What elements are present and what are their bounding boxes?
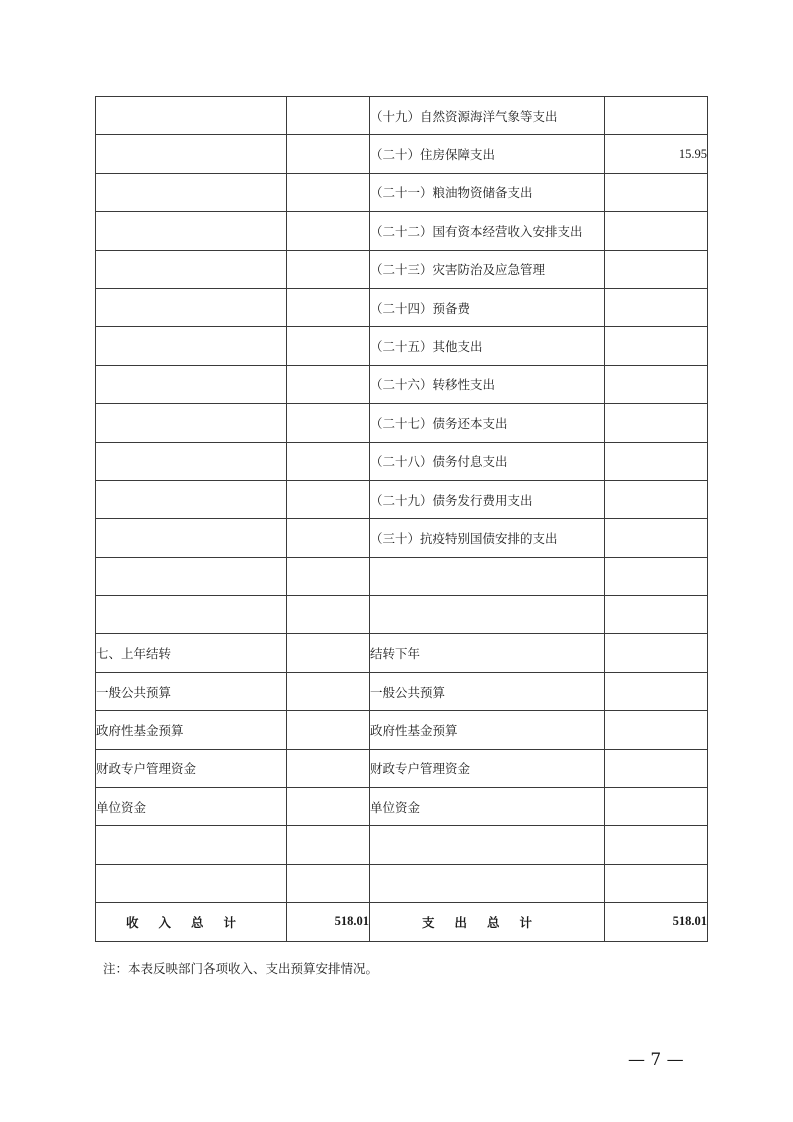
income-amount-cell [287,672,370,710]
income-amount-cell [287,365,370,403]
table-row [96,788,708,826]
expense-amount-cell [605,480,708,518]
income-item-cell: 七、上年结转 [96,634,287,672]
income-amount-cell [287,519,370,557]
income-amount-cell [287,711,370,749]
expense-total-amount: 518.01 [605,903,708,941]
expense-total-label: 支出总计 [370,903,605,941]
expense-amount-cell [605,749,708,787]
table-row [96,404,708,442]
table-row [96,711,708,749]
income-total-amount: 518.01 [287,903,370,941]
table-row [96,557,708,595]
income-item-cell [96,173,287,211]
expense-item-cell: 一般公共预算 [370,672,605,710]
expense-item-cell: （三十）抗疫特别国债安排的支出 [370,519,605,557]
expense-amount-cell [605,288,708,326]
table-row [96,596,708,634]
table-row [96,672,708,710]
table-row [96,97,708,135]
income-amount-cell [287,634,370,672]
expense-amount-cell [605,826,708,864]
expense-amount-cell [605,557,708,595]
expense-item-cell: （二十六）转移性支出 [370,365,605,403]
table-row [96,749,708,787]
expense-amount-cell [605,97,708,135]
expense-item-cell: （二十八）债务付息支出 [370,442,605,480]
table-row [96,365,708,403]
income-amount-cell [287,288,370,326]
expense-item-cell: （二十九）债务发行费用支出 [370,480,605,518]
expense-item-cell: （二十二）国有资本经营收入安排支出 [370,212,605,250]
income-item-cell [96,596,287,634]
expense-amount-cell [605,711,708,749]
expense-item-cell: （二十四）预备费 [370,288,605,326]
income-amount-cell [287,864,370,902]
income-item-cell [96,404,287,442]
expense-item-cell: 政府性基金预算 [370,711,605,749]
expense-amount-cell [605,173,708,211]
income-item-cell [96,212,287,250]
income-item-cell [96,864,287,902]
income-item-cell [96,480,287,518]
expense-amount-cell [605,519,708,557]
expense-item-cell: 结转下年 [370,634,605,672]
table-row [96,826,708,864]
expense-amount-cell [605,404,708,442]
income-amount-cell [287,135,370,173]
expense-item-cell [370,557,605,595]
expense-amount-cell: 15.95 [605,135,708,173]
income-item-cell: 政府性基金预算 [96,711,287,749]
expense-amount-cell [605,365,708,403]
income-item-cell [96,442,287,480]
page-number: — 7 — [628,1050,684,1070]
table-row [96,135,708,173]
expense-item-cell [370,826,605,864]
expense-amount-cell [605,442,708,480]
income-amount-cell [287,250,370,288]
expense-amount-cell [605,212,708,250]
table-row [96,212,708,250]
table-row [96,250,708,288]
expense-item-cell: （十九）自然资源海洋气象等支出 [370,97,605,135]
table-row [96,173,708,211]
expense-item-cell: （二十五）其他支出 [370,327,605,365]
expense-item-cell: （二十七）债务还本支出 [370,404,605,442]
income-item-cell [96,365,287,403]
income-amount-cell [287,788,370,826]
income-amount-cell [287,212,370,250]
income-item-cell [96,826,287,864]
income-item-cell: 一般公共预算 [96,672,287,710]
income-amount-cell [287,749,370,787]
income-item-cell [96,327,287,365]
expense-item-cell: 单位资金 [370,788,605,826]
income-amount-cell [287,97,370,135]
expense-amount-cell [605,864,708,902]
table-row [96,442,708,480]
table-row [96,480,708,518]
income-item-cell [96,135,287,173]
expense-amount-cell [605,788,708,826]
income-amount-cell [287,826,370,864]
income-amount-cell [287,557,370,595]
table-row [96,327,708,365]
expense-item-cell: 财政专户管理资金 [370,749,605,787]
expense-amount-cell [605,672,708,710]
expense-item-cell: （二十一）粮油物资储备支出 [370,173,605,211]
total-row [96,903,708,941]
income-item-cell [96,250,287,288]
table-row [96,288,708,326]
income-item-cell: 财政专户管理资金 [96,749,287,787]
table-note: 注：本表反映部门各项收入、支出预算安排情况。 [103,961,379,976]
expense-amount-cell [605,596,708,634]
income-item-cell [96,557,287,595]
table-row [96,519,708,557]
income-amount-cell [287,173,370,211]
income-amount-cell [287,480,370,518]
income-item-cell [96,519,287,557]
income-item-cell: 单位资金 [96,788,287,826]
expense-item-cell: （二十三）灾害防治及应急管理 [370,250,605,288]
expense-item-cell [370,864,605,902]
expense-item-cell: （二十）住房保障支出 [370,135,605,173]
income-amount-cell [287,442,370,480]
budget-table [95,96,708,942]
income-amount-cell [287,327,370,365]
expense-item-cell [370,596,605,634]
income-item-cell [96,97,287,135]
income-amount-cell [287,404,370,442]
income-amount-cell [287,596,370,634]
expense-amount-cell [605,634,708,672]
table-row [96,864,708,902]
table-row [96,634,708,672]
expense-amount-cell [605,250,708,288]
income-total-label: 收入总计 [96,903,287,941]
income-item-cell [96,288,287,326]
expense-amount-cell [605,327,708,365]
